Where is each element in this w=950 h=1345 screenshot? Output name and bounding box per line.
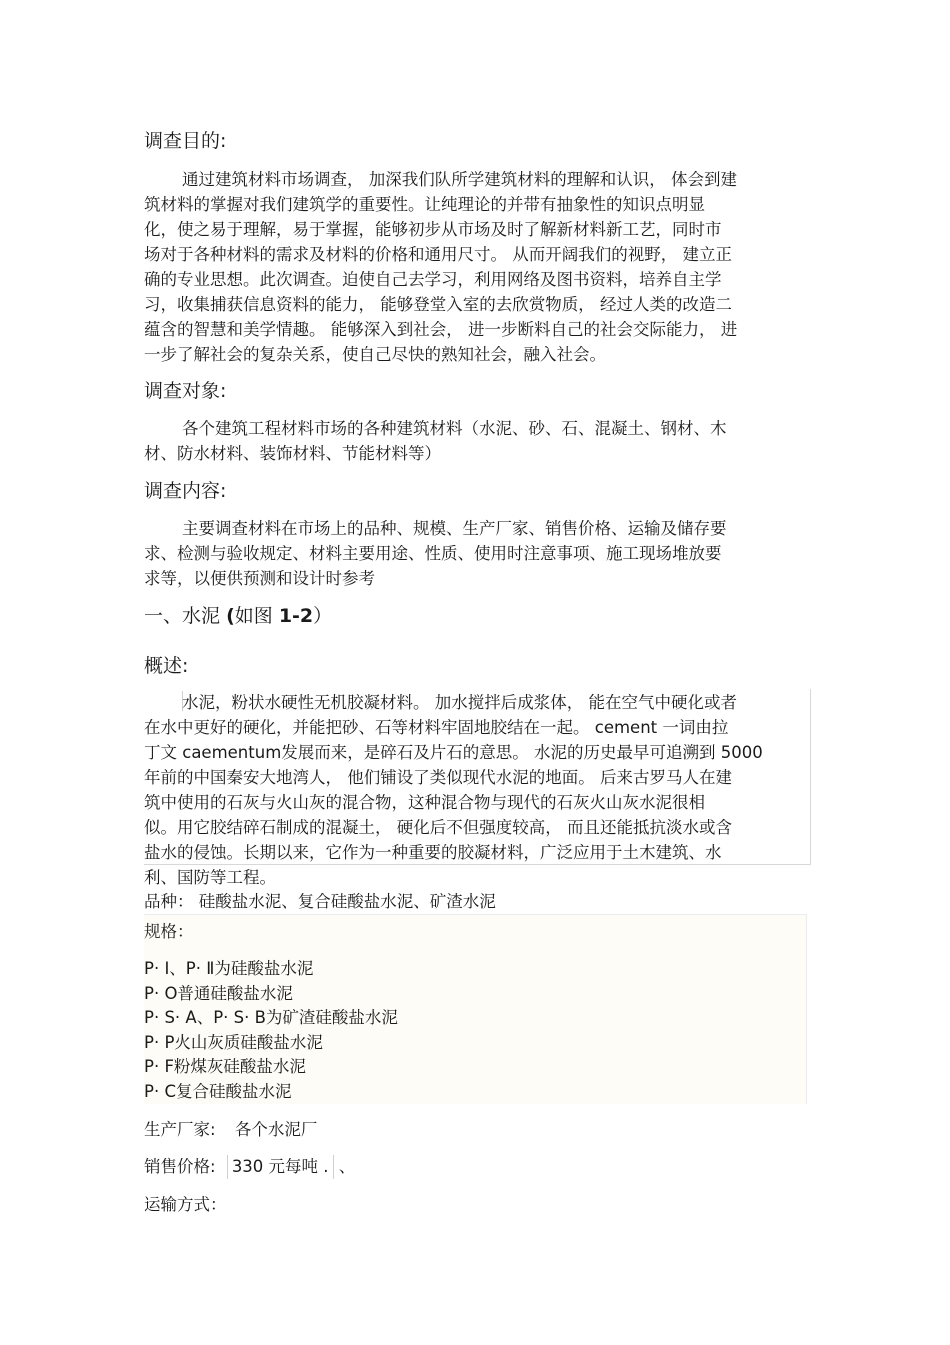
purpose-heading: 调查目的: (144, 130, 227, 152)
content-line: 主要调查材料在市场上的品种、规模、生产厂家、销售价格、运输及储存要 (182, 519, 727, 538)
maker-row (144, 1118, 317, 1142)
object-paragraph (144, 416, 810, 466)
object-line: 各个建筑工程材料市场的各种建筑材料（水泥、砂、石、混凝土、钢材、木 (182, 419, 727, 438)
content-line: 求、检测与验收规定、材料主要用途、性质、使用时注意事项、施工现场堆放要 (144, 544, 722, 563)
maker-label: 生产厂家: (144, 1120, 216, 1139)
purpose-line: 筑材料的掌握对我们建筑学的重要性。让纯理论的并带有抽象性的知识点明显 (144, 195, 705, 214)
variety-value: 硅酸盐水泥、复合硅酸盐水泥、矿渣水泥 (198, 892, 496, 911)
content-paragraph (144, 516, 810, 591)
overview-heading: 概述: (144, 655, 189, 677)
purpose-paragraph (144, 167, 810, 367)
spec-panel (144, 914, 807, 1104)
maker-value: 各个水泥厂 (234, 1120, 318, 1139)
overview-line: 盐水的侵蚀。长期以来，它作为一种重要的胶凝材料，广泛应用于土木建筑、水 (144, 843, 722, 862)
purpose-line: 一步了解社会的复杂关系，使自己尽快的熟知社会，融入社会。 (144, 345, 606, 364)
spec-item: P· S· A、P· S· B为矿渣硅酸盐水泥 (144, 1008, 398, 1027)
spec-label: 规格： (144, 922, 194, 941)
object-line: 材、防水材料、装饰材料、节能材料等） (144, 444, 441, 463)
purpose-line: 习，收集捕获信息资料的能力， 能够登堂入室的去欣赏物质， 经过人类的改造二 (144, 295, 732, 314)
variety-label: 品种： (144, 892, 194, 911)
spec-item: P· P火山灰质硅酸盐水泥 (144, 1032, 323, 1052)
cement-section-title (144, 603, 332, 629)
price-suffix: 、 (338, 1157, 356, 1176)
spec-item: P· F粉煤灰硅酸盐水泥 (144, 1057, 306, 1076)
variety-row (144, 890, 496, 914)
spec-item: P· C复合硅酸盐水泥 (144, 1081, 292, 1101)
object-heading: 调查对象: (144, 380, 227, 402)
cement-title-paren-close: ） (313, 605, 333, 627)
price-label: 销售价格: (144, 1157, 216, 1176)
cement-title-prefix: 一、水泥 (144, 605, 221, 627)
purpose-line: 通过建筑材料市场调查， 加深我们队所学建筑材料的理解和认识， 体会到建 (182, 170, 737, 189)
spec-list (144, 957, 398, 1104)
spec-item: P· O普通硅酸盐水泥 (144, 983, 293, 1003)
overview-line: 似。用它胶结碎石制成的混凝土， 硬化后不但强度较高， 而且还能抵抗淡水或含 (144, 818, 732, 837)
purpose-line: 场对于各种材料的需求及材料的价格和通用尺寸。 从而开阔我们的视野， 建立正 (144, 245, 732, 264)
cement-title-figure: 如图 (234, 605, 273, 627)
content-line: 求等，以便供预测和设计时参考 (144, 569, 375, 588)
purpose-line: 蕴含的智慧和美学情趣。 能够深入到社会， 进一步断料自己的社会交际能力， 进 (144, 320, 738, 339)
overview-line: 利、国防等工程。 (144, 868, 276, 887)
content-heading: 调查内容: (144, 480, 227, 502)
overview-line: 在水中更好的硬化，并能把砂、石等材料牢固地胶结在一起。 cement 一词由拉 (144, 718, 729, 737)
price-value: 330 元每吨 . (227, 1155, 334, 1179)
purpose-line: 化，使之易于理解，易于掌握，能够初步从市场及时了解新材料新工艺，同时市 (144, 220, 722, 239)
price-row (144, 1155, 355, 1179)
overview-paragraph (144, 690, 810, 890)
cement-title-number: 1-2 (278, 605, 314, 627)
overview-line: 筑中使用的石灰与火山灰的混合物，这种混合物与现代的石灰火山灰水泥很相 (144, 793, 705, 812)
transport-label: 运输方式： (144, 1195, 227, 1214)
spec-item: P· Ⅰ、P· Ⅱ为硅酸盐水泥 (144, 959, 314, 978)
overview-line: 年前的中国秦安大地湾人， 他们铺设了类似现代水泥的地面。 后来古罗马人在建 (144, 768, 732, 787)
purpose-line: 确的专业思想。此次调查。迫使自己去学习，利用网络及图书资料，培养自主学 (144, 270, 722, 289)
overview-line: 丁文 caementum发展而来，是碎石及片石的意思。 水泥的历史最早可追溯到 5000 (144, 743, 763, 762)
cement-title-paren-open: ( (226, 605, 235, 627)
overview-line: 水泥，粉状水硬性无机胶凝材料。 加水搅拌后成浆体， 能在空气中硬化或者 (182, 693, 737, 712)
